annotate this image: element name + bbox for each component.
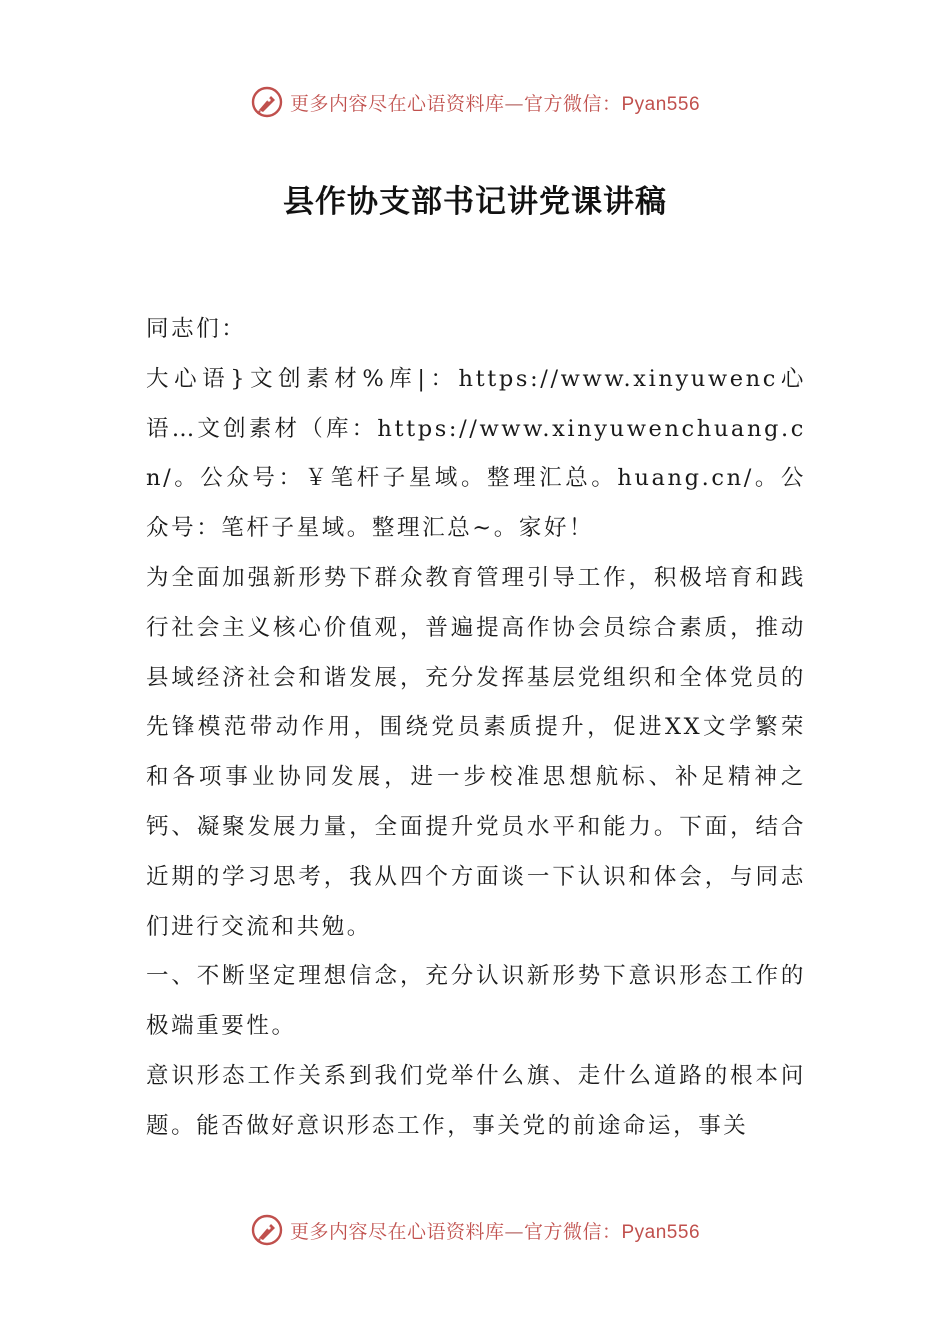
banner-official-label: 官方微信： [523, 1220, 622, 1243]
section-heading-1: 一、不断坚定理想信念，充分认识新形势下意识形态工作的极端重要性。 [146, 963, 806, 1040]
document-body [146, 305, 806, 1152]
banner-main-text: 更多内容尽在心语资料库 [289, 1220, 505, 1243]
paragraph-watermark-greeting: 大心语}文创素材%库|：https://www.xinyuwenc心语…文创素材（库：https://www.xinyuwenchuang.cn/。公众号：￥笔杆子星域。整理汇总。huang.cn/。公众号：笔杆子星域。整理汇总~。家好！ [146, 365, 806, 542]
banner-wechat-id: Pyan556 [621, 93, 701, 115]
banner-main-text: 更多内容尽在心语资料库 [289, 92, 505, 115]
footer-banner [0, 1210, 950, 1250]
banner-text [290, 1217, 700, 1244]
pen-nib-logo-icon [250, 85, 284, 119]
banner-separator: — [504, 92, 524, 115]
paragraph-section-1: 意识形态工作关系到我们党举什么旗、走什么道路的根本问题。能否做好意识形态工作，事关党的前途命运，事关 [146, 1062, 806, 1139]
pen-nib-logo-icon [250, 1213, 284, 1247]
banner-official-label: 官方微信： [523, 92, 622, 115]
header-banner [0, 82, 950, 122]
banner-wechat-id: Pyan556 [621, 1221, 701, 1243]
banner-separator: — [504, 1220, 524, 1243]
paragraph-greeting: 同志们： [146, 316, 247, 342]
banner-text [290, 89, 700, 116]
paragraph-intro: 为全面加强新形势下群众教育管理引导工作，积极培育和践行社会主义核心价值观，普遍提高作协会员综合素质，推动县域经济社会和谐发展，充分发挥基层党组织和全体党员的先锋模范带动作用，围绕党员素质提升，促进XX文学繁荣和各项事业协同发展，进一步校准思想航标、补足精神之钙、凝聚发展力量，全面提升党员水平和能力。下面，结合近期的学习思考，我从四个方面谈一下认识和体会，与同志们进行交流和共勉。 [146, 564, 806, 940]
document-title: 县作协支部书记讲党课讲稿 [283, 184, 667, 220]
